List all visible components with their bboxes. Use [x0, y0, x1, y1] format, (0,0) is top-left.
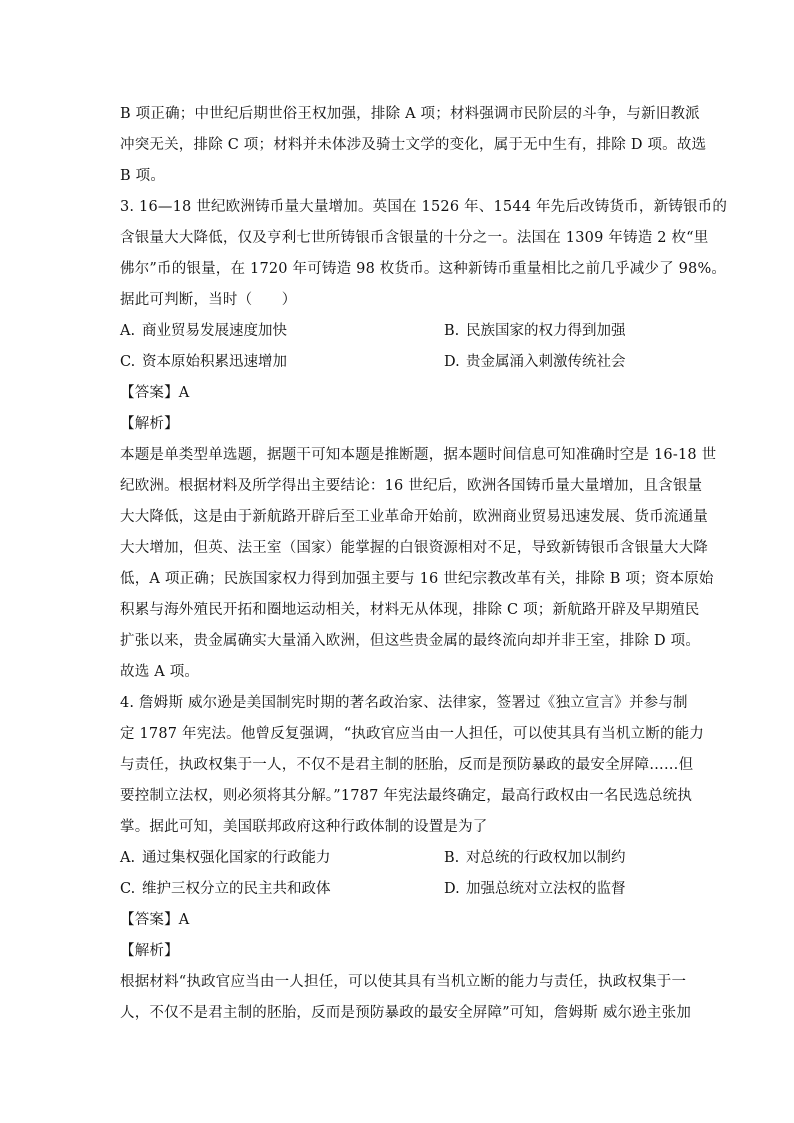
question-3-analysis: 故选 A 项。	[120, 664, 200, 680]
question-3-options-row-2	[120, 347, 678, 378]
question-3-stem: 据此可判断，当时（ ）	[120, 292, 297, 308]
question-3-options-row-1	[120, 316, 678, 347]
question-4-stem: 4. 詹姆斯 威尔逊是美国制宪时期的著名政治家、法律家，签署过《独立宣言》并参与制	[120, 695, 688, 711]
question-4-analysis: 根据材料“执政官应当由一人担任，可以使其具有当机立断的能力与责任，执政权集于一	[120, 974, 687, 990]
option-text: 商业贸易发展速度加快	[142, 323, 287, 339]
question-4-analysis-label: 【解析】	[120, 943, 179, 959]
question-4-options-row-1	[120, 843, 678, 874]
question-3-analysis: 纪欧洲。根据材料及所学得出主要结论：16 世纪后，欧洲各国铸币量大量增加，且含银量	[120, 478, 703, 494]
option-letter: C.	[120, 881, 136, 897]
question-3-analysis: 积累与海外殖民开拓和圈地运动相关，材料无从体现，排除 C 项；新航路开辟及早期殖民	[120, 602, 700, 618]
document-page	[120, 99, 728, 1029]
option-letter: D.	[444, 881, 460, 897]
option-b	[444, 843, 626, 874]
option-a	[120, 843, 331, 874]
question-3-analysis-label: 【解析】	[120, 416, 179, 432]
option-text: 加强总统对立法权的监督	[466, 881, 626, 897]
question-3-stem: 3. 16—18 世纪欧洲铸币量大量增加。英国在 1526 年、1544 年先后改铸货币，新铸银币的	[120, 199, 728, 215]
option-letter: D.	[444, 354, 460, 370]
option-letter: C.	[120, 354, 136, 370]
option-b	[444, 316, 626, 347]
option-text: 对总统的行政权加以制约	[466, 850, 626, 866]
question-3-answer: 【答案】A	[120, 385, 190, 401]
question-3-analysis: 扩张以来，贵金属确实大量涌入欧洲，但这些贵金属的最终流向却并非王室，排除 D 项。	[120, 633, 701, 649]
question-3-analysis: 低，A 项正确；民族国家权力得到加强主要与 16 世纪宗教改革有关，排除 B 项；资本原始	[120, 571, 714, 587]
option-text: 民族国家的权力得到加强	[466, 323, 626, 339]
option-text: 资本原始积累迅速增加	[142, 354, 287, 370]
question-3-analysis: 大大降低，这是由于新航路开辟后至工业革命开始前，欧洲商业贸易迅速发展、货币流通量	[120, 509, 708, 525]
question-4-stem: 定 1787 年宪法。他曾反复强调，“执政官应当由一人担任，可以使其具有当机立断的能力	[120, 726, 705, 742]
question-4-answer: 【答案】A	[120, 912, 190, 928]
option-letter: B.	[444, 323, 460, 339]
question-4-stem: 要控制立法权，则必须将其分解。”1787 年宪法最终确定，最高行政权由一名民选总统执	[120, 788, 693, 804]
question-4-options-row-2	[120, 874, 678, 905]
option-letter: A.	[120, 850, 136, 866]
option-letter: A.	[120, 323, 136, 339]
option-text: 通过集权强化国家的行政能力	[142, 850, 331, 866]
question-3-analysis: 本题是单类型单选题，据题干可知本题是推断题，据本题时间信息可知准确时空是 16-18 世	[120, 447, 717, 463]
question-3-analysis: 大大增加，但英、法王室（国家）能掌握的白银资源相对不足，导致新铸银币含银量大大降	[120, 540, 708, 556]
question-4-stem: 与责任，执政权集于一人，不仅不是君主制的胚胎，反而是预防暴政的最安全屏障……但	[120, 757, 694, 773]
option-c	[120, 874, 331, 905]
question-4-stem: 掌。据此可知，美国联邦政府这种行政体制的设置是为了	[120, 819, 488, 835]
text-line: B 项。	[120, 168, 166, 184]
question-3-stem: 佛尔”币的银量，在 1720 年可铸造 98 枚货币。这种新铸币重量相比之前几乎减少了 98%。	[120, 261, 727, 277]
text-line: 冲突无关，排除 C 项；材料并未体涉及骑士文学的变化，属于无中生有，排除 D 项。故选	[120, 137, 707, 153]
option-text: 维护三权分立的民主共和政体	[142, 881, 331, 897]
question-4-analysis: 人，不仅不是君主制的胚胎，反而是预防暴政的最安全屏障”可知，詹姆斯 威尔逊主张加	[120, 1005, 692, 1021]
option-a	[120, 316, 287, 347]
text-line: B 项正确；中世纪后期世俗王权加强，排除 A 项；材料强调市民阶层的斗争，与新旧教派	[120, 106, 700, 122]
option-d	[444, 874, 626, 905]
question-3-stem: 含银量大大降低，仅及亨利七世所铸银币含银量的十分之一。法国在 1309 年铸造 2 枚“里	[120, 230, 709, 246]
option-d	[444, 347, 626, 378]
option-text: 贵金属涌入刺激传统社会	[466, 354, 626, 370]
option-c	[120, 347, 287, 378]
option-letter: B.	[444, 850, 460, 866]
